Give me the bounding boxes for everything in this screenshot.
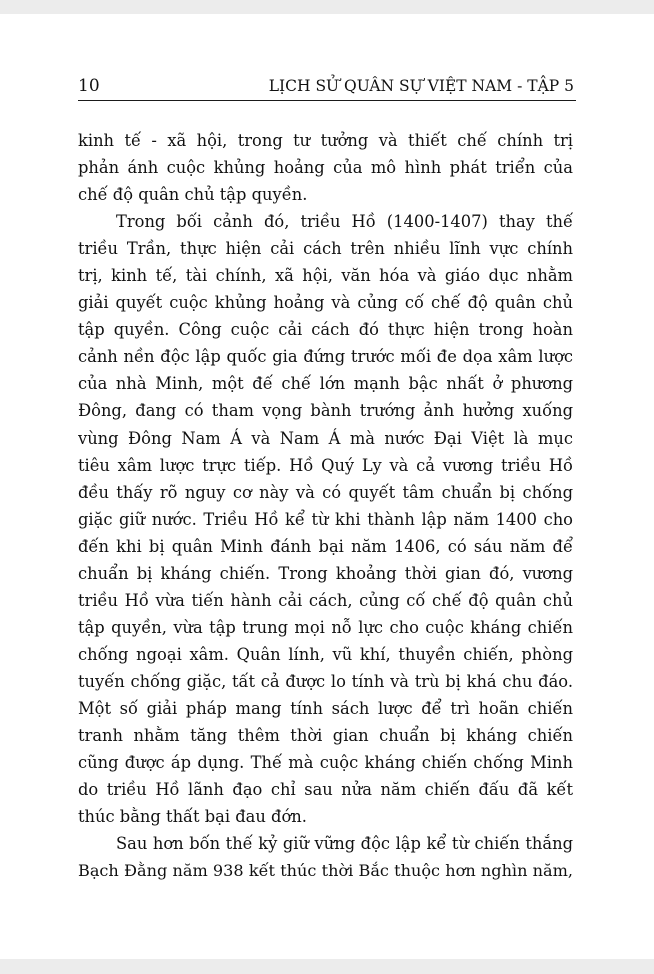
text-line: triều Hồ vừa tiến hành cải cách, củng cố chế độ quân chủ: [78, 590, 573, 610]
text-line: tập quyền, vừa tập trung mọi nỗ lực cho cuộc kháng chiến: [78, 617, 573, 637]
text-line: của nhà Minh, một đế chế lớn mạnh bậc nhất ở phương: [78, 374, 573, 394]
text-line: cũng được áp dụng. Thế mà cuộc kháng chiến chống Minh: [78, 753, 573, 773]
text-line: đến khi bị quân Minh đánh bại năm 1406, có sáu năm để: [78, 536, 573, 556]
text-line: Bạch Đằng năm 938 kết thúc thời Bắc thuộc hơn nghìn năm,: [78, 861, 573, 881]
text-line: Sau hơn bốn thế kỷ giữ vững độc lập kể từ chiến thắng: [116, 834, 573, 854]
text-line: Một số giải pháp mang tính sách lược để trì hoãn chiến: [78, 698, 573, 718]
text-line: giải quyết cuộc khủng hoảng và củng cố chế độ quân chủ: [78, 293, 573, 313]
text-line: trị, kinh tế, tài chính, xã hội, văn hóa và giáo dục nhằm: [78, 266, 573, 286]
text-line: triều Trần, thực hiện cải cách trên nhiều lĩnh vực chính: [78, 239, 573, 259]
text-line: phản ánh cuộc khủng hoảng của mô hình phát triển của: [78, 158, 573, 178]
text-line: chống ngoại xâm. Quân lính, vũ khí, thuyền chiến, phòng: [78, 644, 573, 664]
text-line: chế độ quân chủ tập quyền.: [78, 185, 308, 205]
text-line: Đông, đang có tham vọng bành trướng ảnh hưởng xuống: [78, 401, 573, 421]
page-header: [78, 64, 576, 101]
text-line: giặc giữ nước. Triều Hồ kể từ khi thành lập năm 1400 cho: [78, 509, 573, 529]
text-line: chuẩn bị kháng chiến. Trong khoảng thời gian đó, vương: [78, 563, 573, 583]
text-line: tuyến chống giặc, tất cả được lo tính và trù bị khá chu đáo.: [78, 671, 573, 691]
text-line: Trong bối cảnh đó, triều Hồ (1400-1407) thay thế: [116, 212, 573, 232]
text-line: đều thấy rõ nguy cơ này và có quyết tâm chuẩn bị chống: [78, 482, 573, 502]
body-text: [78, 127, 573, 884]
text-line: do triều Hồ lãnh đạo chỉ sau nửa năm chiến đấu đã kết: [78, 780, 573, 800]
text-line: cảnh nền độc lập quốc gia đứng trước mối đe dọa xâm lược: [78, 347, 573, 367]
page-number: 10: [78, 76, 100, 96]
text-line: thúc bằng thất bại đau đớn.: [78, 807, 307, 827]
running-title: LỊCH SỬ QUÂN SỰ VIỆT NAM - TẬP 5: [268, 77, 574, 95]
text-line: vùng Đông Nam Á và Nam Á mà nước Đại Việt là mục: [78, 428, 573, 448]
text-line: tranh nhằm tăng thêm thời gian chuẩn bị kháng chiến: [78, 726, 573, 746]
text-line: tiêu xâm lược trực tiếp. Hồ Quý Ly và cả vương triều Hồ: [78, 455, 573, 475]
text-line: kinh tế - xã hội, trong tư tưởng và thiết chế chính trị: [78, 131, 573, 150]
text-line: tập quyền. Công cuộc cải cách đó thực hiện trong hoàn: [78, 320, 573, 340]
